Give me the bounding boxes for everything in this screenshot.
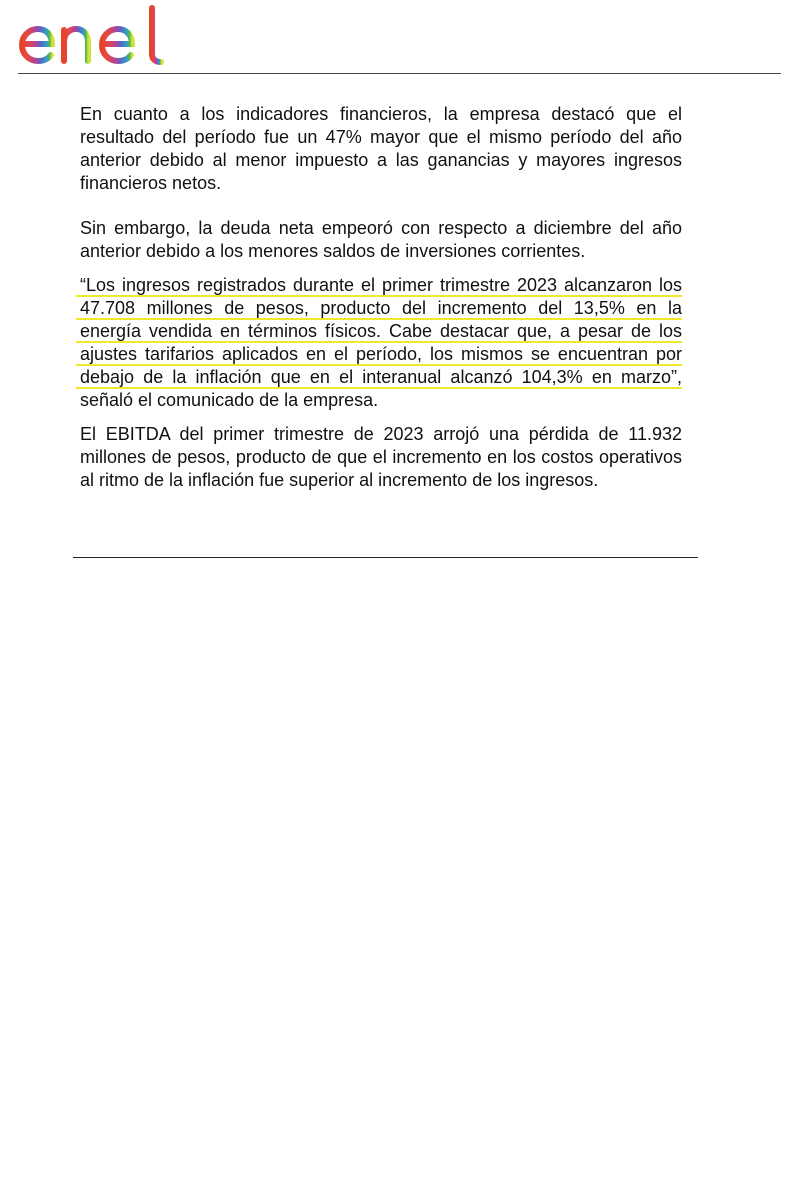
footer-divider [73,557,698,558]
highlighted-quote-line: ajustes tarifarios aplicados en el período, los mismos se encuentran por [76,343,682,366]
highlighted-quote-line: 47.708 millones de pesos, producto del incremento del 13,5% en la [76,297,682,320]
header-divider [18,73,781,74]
quote-paragraph [80,274,682,412]
paragraph-ebitda: El EBITDA del primer trimestre de 2023 arrojó una pérdida de 11.932 millones de pesos, producto de que el incremento en los costos operativos al ritmo de la inflación fue superior al incremento de los ingresos. [80,424,682,490]
quote-attribution: señaló el comunicado de la empresa. [80,390,379,410]
highlighted-quote-line: energía vendida en términos físicos. Cabe destacar que, a pesar de los [76,320,682,343]
paragraph-net-debt: Sin embargo, la deuda neta empeoró con respecto a diciembre del año anterior debido a los menores saldos de inversiones corrientes. [80,218,682,261]
highlighted-quote-line: debajo de la inflación que en el interanual alcanzó 104,3% en marzo”, [76,366,682,389]
highlighted-quote-line: “Los ingresos registrados durante el primer trimestre 2023 alcanzaron los [76,274,682,297]
article-body [80,103,682,492]
enel-logo [16,4,182,68]
paragraph-financial-indicators: En cuanto a los indicadores financieros, la empresa destacó que el resultado del período fue un 47% mayor que el mismo período del año anterior debido al menor impuesto a las ganancias y mayores ingresos financieros netos. [80,104,682,193]
page-header [0,0,800,76]
